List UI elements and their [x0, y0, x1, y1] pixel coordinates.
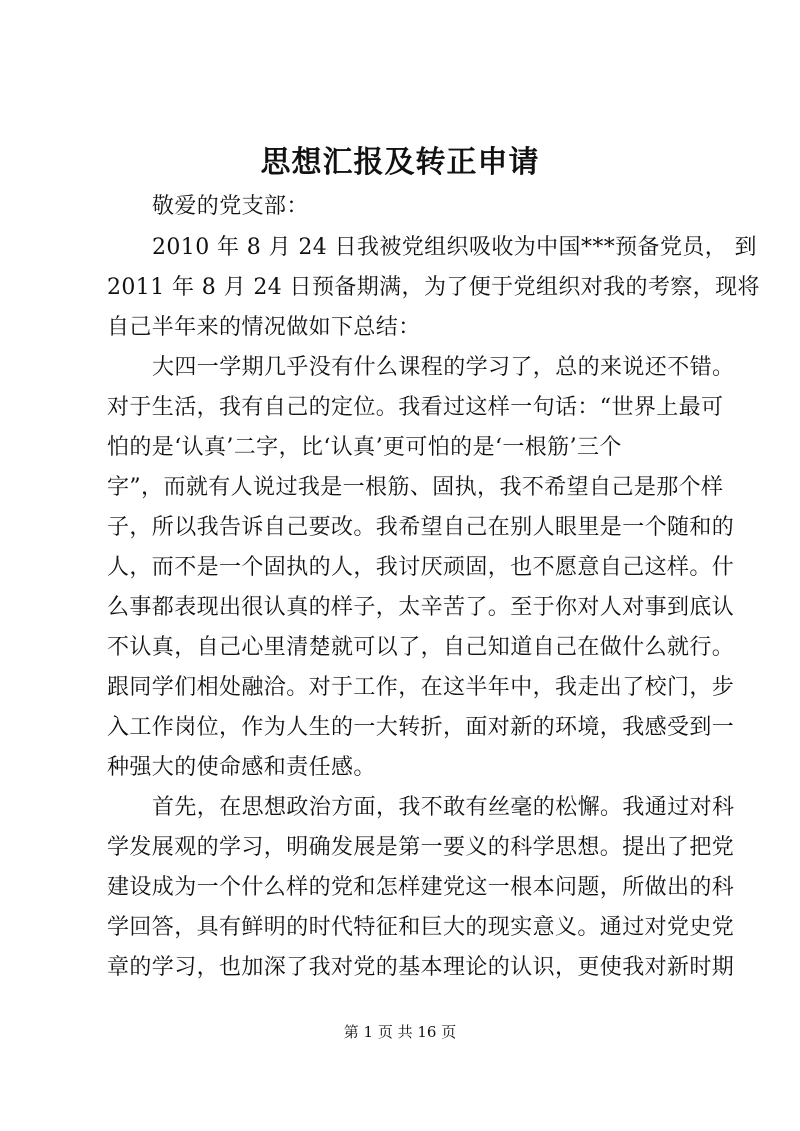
body-line: 章的学习，也加深了我对党的基本理论的认识，更使我对新时期: [107, 955, 735, 980]
body-line: 2010 年 8 月 24 日我被党组织吸收为中国***预备党员， 到: [152, 235, 757, 260]
body-line: 学回答，具有鲜明的时代特征和巨大的现实意义。通过对党史党: [107, 915, 735, 940]
body-line: 对于生活，我有自己的定位。我看过这样一句话：“世界上最可: [107, 395, 724, 420]
salutation-line: 敬爱的党支部：: [152, 194, 309, 219]
body-line: 2011 年 8 月 24 日预备期满，为了便于党组织对我的考察，现将: [107, 275, 760, 300]
page-number-footer: 第 1 页 共 16 页: [343, 1023, 457, 1041]
body-line: 学发展观的学习，明确发展是第一要义的科学思想。提出了把党: [107, 835, 735, 860]
body-line: 跟同学们相处融洽。对于工作，在这半年中，我走出了校门，步: [107, 675, 735, 700]
body-line: 首先，在思想政治方面，我不敢有丝毫的松懈。我通过对科: [152, 795, 735, 820]
body-line: 么事都表现出很认真的样子，太辛苦了。至于你对人对事到底认: [107, 595, 735, 620]
body-line: 自己半年来的情况做如下总结：: [107, 315, 421, 340]
body-line: 入工作岗位，作为人生的一大转折，面对新的环境，我感受到一: [107, 715, 735, 740]
body-line: 人，而不是一个固执的人，我讨厌顽固，也不愿意自己这样。什: [107, 555, 735, 580]
body-line: 种强大的使命感和责任感。: [107, 755, 376, 780]
body-line: 怕的是‘认真’二字，比‘认真’更可怕的是‘一根筋’三个: [107, 435, 622, 460]
body-line: 大四一学期几乎没有什么课程的学习了，总的来说还不错。: [152, 355, 735, 380]
body-line: 字”，而就有人说过我是一根筋、固执，我不希望自己是那个样: [107, 475, 724, 500]
document-title: 思想汇报及转正申请: [260, 145, 540, 180]
body-line: 不认真，自己心里清楚就可以了，自己知道自己在做什么就行。: [107, 635, 735, 660]
body-line: 建设成为一个什么样的党和怎样建党这一根本问题，所做出的科: [107, 875, 735, 900]
body-line: 子，所以我告诉自己要改。我希望自己在别人眼里是一个随和的: [107, 515, 735, 540]
